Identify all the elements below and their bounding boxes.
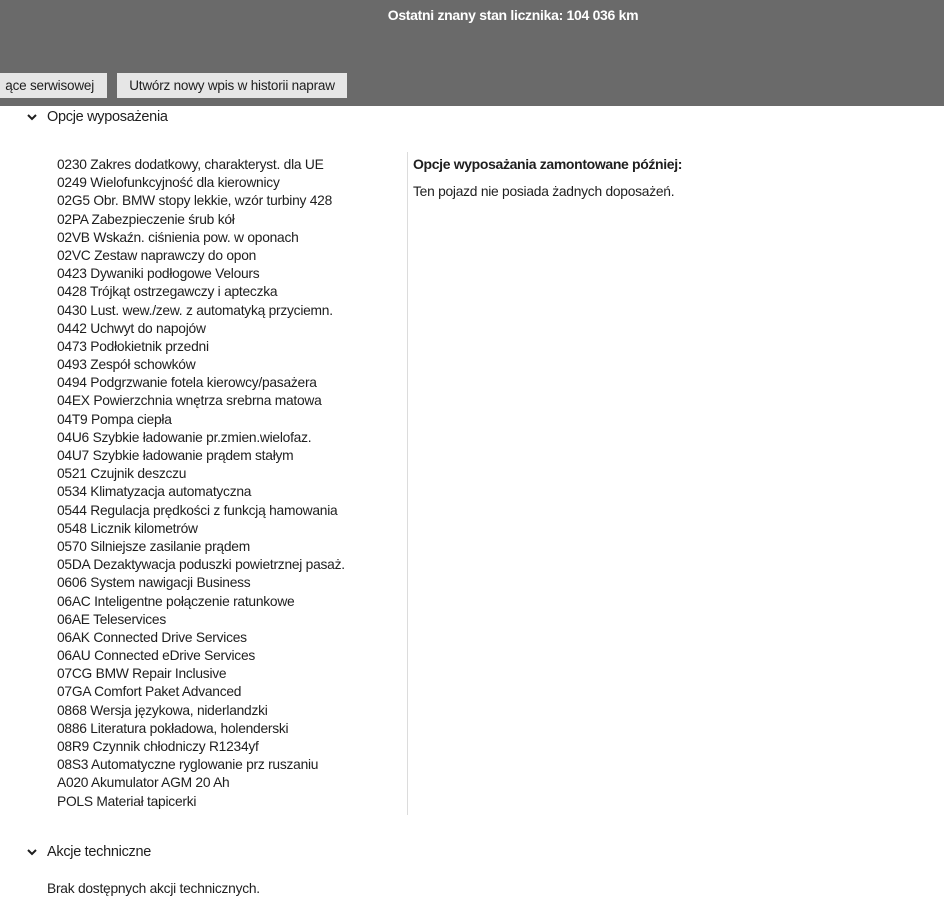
equipment-option: 0544 Regulacja prędkości z funkcją hamowania — [57, 502, 338, 518]
equipment-option: 0473 Podłokietnik przedni — [57, 338, 209, 354]
equipment-option: 0494 Podgrzwanie fotela kierowcy/pasażera — [57, 375, 317, 391]
equipment-option: 02VB Wskaźn. ciśnienia pow. w oponach — [57, 229, 299, 245]
equipment-option: 05DA Dezaktywacja poduszki powietrznej pasaż. — [57, 557, 345, 573]
equipment-option: 04U6 Szybkie ładowanie pr.zmien.wielofaz. — [57, 429, 312, 445]
equipment-option: A020 Akumulator AGM 20 Ah — [57, 775, 230, 791]
equipment-option: 0230 Zakres dodatkowy, charakteryst. dla UE — [57, 157, 324, 172]
header-bar — [0, 0, 944, 106]
equipment-option: 0249 Wielofunkcyjność dla kierownicy — [57, 175, 280, 191]
equipment-option: 04T9 Pompa ciepła — [57, 411, 172, 427]
equipment-option: POLS Materiał tapicerki — [57, 793, 197, 809]
retrofit-options-text: Ten pojazd nie posiada żadnych doposażeń. — [413, 184, 675, 199]
equipment-section-toggle[interactable] — [26, 108, 168, 126]
equipment-option: 06AK Connected Drive Services — [57, 629, 247, 645]
equipment-option: 0606 System nawigacji Business — [57, 575, 251, 591]
equipment-option: 0548 Licznik kilometrów — [57, 520, 198, 536]
equipment-option: 06AC Inteligentne połączenie ratunkowe — [57, 593, 295, 609]
equipment-section-title: Opcje wyposażenia — [47, 109, 168, 125]
retrofit-options-title: Opcje wyposażania zamontowane później: — [413, 156, 683, 172]
new-repair-entry-button[interactable]: Utwórz nowy wpis w historii napraw — [117, 73, 347, 98]
equipment-option: 0521 Czujnik deszczu — [57, 466, 187, 482]
technical-section-toggle[interactable] — [26, 843, 151, 861]
service-button[interactable]: ące serwisowej — [0, 73, 107, 98]
equipment-option: 0442 Uchwyt do napojów — [57, 320, 206, 336]
equipment-option: 08S3 Automatyczne ryglowanie prz ruszaniu — [57, 757, 319, 773]
equipment-option: 0868 Wersja językowa, niderlandzki — [57, 702, 268, 718]
equipment-option: 0570 Silniejsze zasilanie prądem — [57, 538, 250, 554]
equipment-option: 08R9 Czynnik chłodniczy R1234yf — [57, 739, 259, 754]
equipment-option: 07CG BMW Repair Inclusive — [57, 666, 227, 682]
chevron-down-icon — [26, 111, 38, 123]
chevron-down-icon — [26, 846, 38, 858]
equipment-option: 0886 Literatura pokładowa, holenderski — [57, 720, 289, 736]
equipment-option: 02PA Zabezpieczenie śrub kół — [57, 211, 235, 227]
equipment-option: 0423 Dywaniki podłogowe Velours — [57, 266, 260, 282]
technical-section-title: Akcje techniczne — [47, 844, 152, 860]
equipment-option: 02G5 Obr. BMW stopy lekkie, wzór turbiny 428 — [57, 193, 333, 209]
equipment-option: 04EX Powierzchnia wnętrza srebrna matowa — [57, 393, 322, 409]
equipment-option: 0430 Lust. wew./zew. z automatyką przyciemn. — [57, 302, 333, 318]
equipment-option: 0428 Trójkąt ostrzegawczy i apteczka — [57, 284, 278, 300]
equipment-option: 04U7 Szybkie ładowanie prądem stałym — [57, 448, 294, 463]
equipment-option: 06AU Connected eDrive Services — [57, 648, 256, 664]
equipment-option: 0493 Zespół schowków — [57, 357, 196, 373]
equipment-options-list — [57, 156, 345, 811]
mileage-label: Ostatni znany stan licznika: 104 036 km — [387, 7, 639, 23]
equipment-option: 02VC Zestaw naprawczy do opon — [57, 247, 257, 263]
equipment-option: 0534 Klimatyzacja automatyczna — [57, 484, 252, 500]
equipment-option: 07GA Comfort Paket Advanced — [57, 684, 242, 700]
equipment-option: 06AE Teleservices — [57, 611, 166, 627]
column-divider — [407, 152, 408, 815]
technical-actions-text: Brak dostępnych akcji technicznych. — [47, 881, 260, 896]
